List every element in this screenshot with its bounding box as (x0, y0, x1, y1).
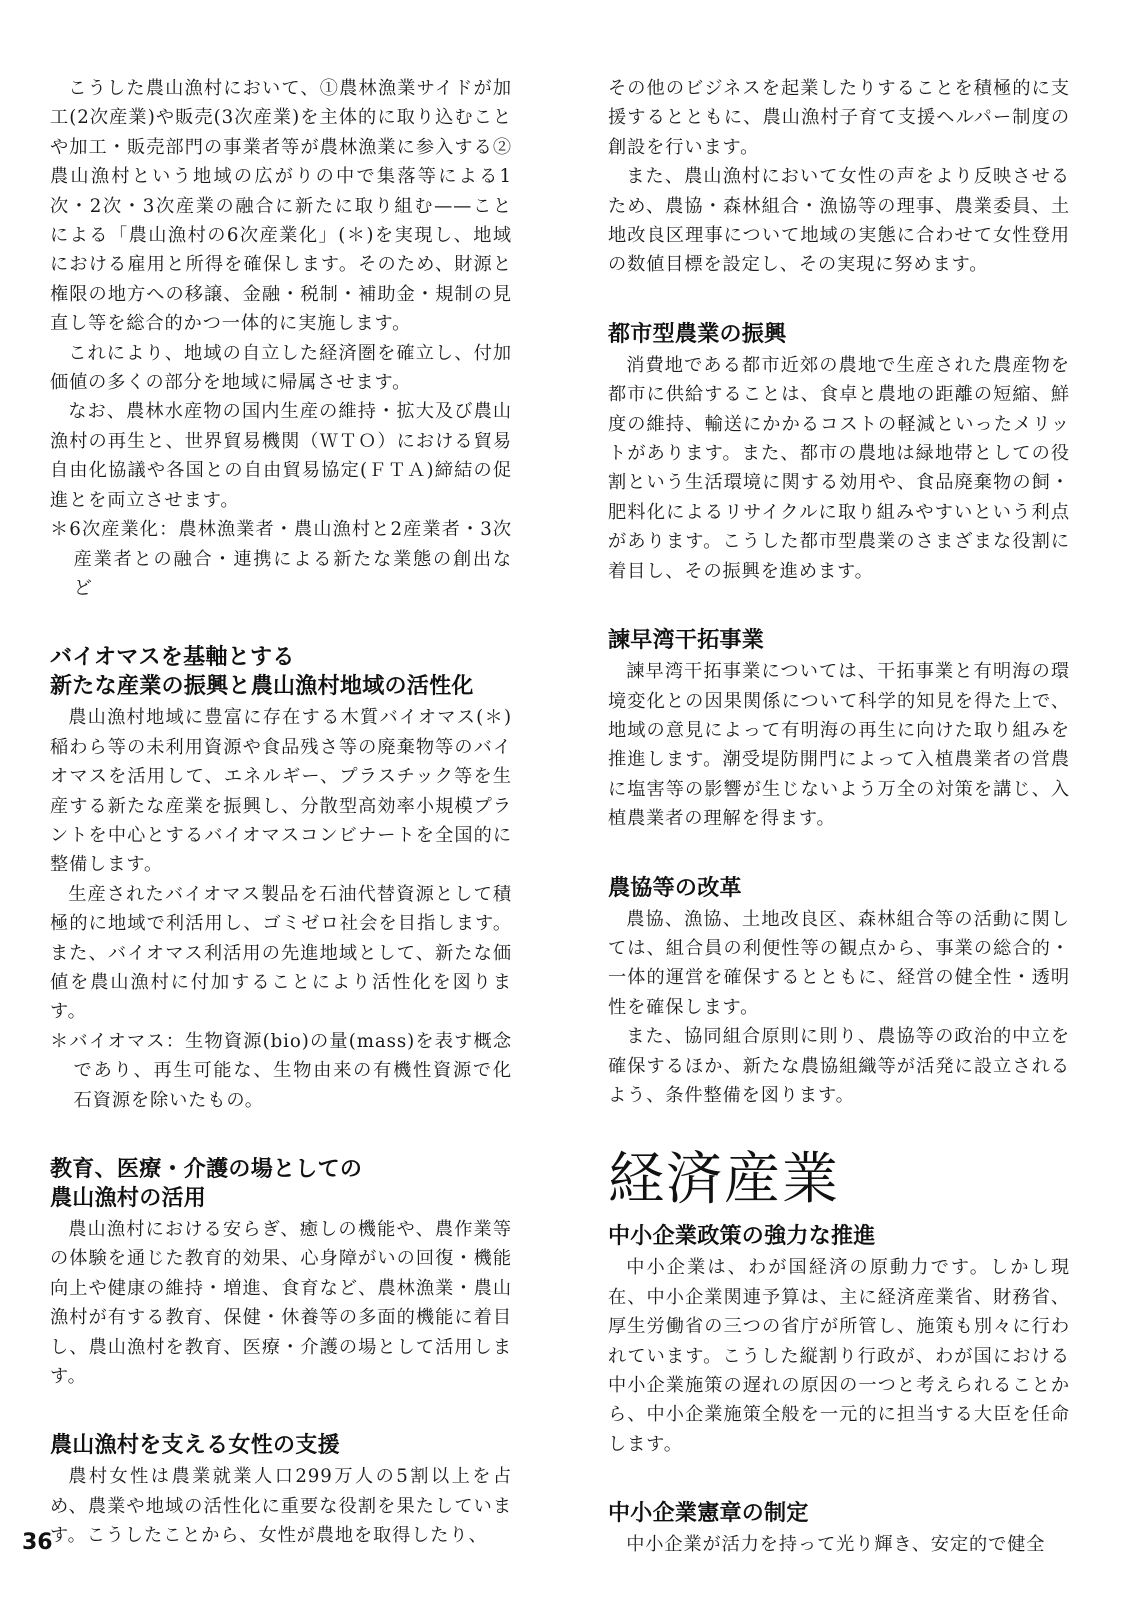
section-urban-agriculture (608, 320, 1070, 586)
section-heading: 農山漁村を支える女性の支援 (50, 1433, 340, 1459)
paragraph: 農山漁村地域に豊富に存在する木質バイオマス(＊)稲わら等の未利用資源や食品残さ等の廃棄物等のバイオマスを活用して、エネルギー、プラスチック等を生産する新たな産業を振興し、分散型高効率小規模プラントを中心とするバイオマスコンビナートを全国的に整備します。 (50, 707, 512, 876)
section-sme-policy (608, 1222, 1070, 1459)
section-heading: 諫早湾干拓事業 (608, 628, 765, 654)
heading-line: 新たな産業の振興と農山漁村地域の活性化 (50, 674, 474, 700)
section-nokyo-reform (608, 874, 1070, 1111)
section-sme-charter (608, 1499, 1070, 1559)
page-number: 36 (22, 1530, 53, 1555)
chapter-title: 経済産業 (608, 1147, 840, 1213)
footnote: ＊6次産業化：農林漁業者・農山漁村と2産業者・3次産業者との融合・連携による新たな業態の創出など (50, 519, 512, 599)
paragraph: これにより、地域の自立した経済圏を確立し、付加価値の多くの部分を地域に帰属させます。 (50, 342, 512, 394)
paragraph: 中小企業は、わが国経済の原動力です。しかし現在、中小企業関連予算は、主に経済産業省、財務省、厚生労働省の三つの省庁が所管し、施策も別々に行われています。こうした縦割り行政が、わが国における中小企業施策の遅れの原因の一つと考えられることから、中小企業施策全般を一元的に担当する大臣を任命します。 (608, 1257, 1070, 1455)
section-heading: 農協等の改革 (608, 875, 742, 901)
paragraph: また、協同組合原則に則り、農協等の政治的中立を確保するほか、新たな農協組織等が活発に設立されるよう、条件整備を図ります。 (608, 1026, 1070, 1106)
section-heading: 都市型農業の振興 (608, 321, 787, 347)
section-biomass (50, 643, 512, 1115)
section-education (50, 1155, 512, 1391)
paragraph: 農協、漁協、土地改良区、森林組合等の活動に関しては、組合員の利便性等の観点から、事業の総合的・一体的運営を確保するとともに、経営の健全性・透明性を確保します。 (608, 908, 1070, 1018)
section-heading (50, 643, 512, 701)
section-isahaya (608, 626, 1070, 833)
paragraph: なお、農林水産物の国内生産の維持・拡大及び農山漁村の再生と、世界貿易機関（ＷＴＯ）における貿易自由化協議や各国との自由貿易協定(ＦＴＡ)締結の促進とを両立させます。 (50, 401, 512, 511)
section-heading: 中小企業憲章の制定 (608, 1501, 809, 1527)
section-heading (50, 1155, 512, 1213)
paragraph: こうした農山漁村において、①農林漁業サイドが加工(2次産業)や販売(3次産業)を主体的に取り込むことや加工・販売部門の事業者等が農林漁業に参入する②農山漁村という地域の広がりの中で集落等による1次・2次・3次産業の融合に新たに取り組む——ことによる「農山漁村の6次産業化」(＊)を実現し、地域における雇用と所得を確保します。そのため、財源と権限の地方への移譲、金融・税制・補助金・規制の見直し等を総合的かつ一体的に実施します。 (50, 78, 512, 335)
heading-line: 農山漁村の活用 (50, 1186, 207, 1211)
paragraph: その他のビジネスを起業したりすることを積極的に支援するとともに、農山漁村子育て支援ヘルパー制度の創設を行います。 (608, 78, 1070, 158)
footnote: ＊バイオマス：生物資源(bio)の量(mass)を表す概念であり、再生可能な、生物由来の有機性資源で化石資源を除いたもの。 (50, 1030, 512, 1111)
paragraph: 諫早湾干拓事業については、干拓事業と有明海の環境変化との因果関係について科学的知見を得た上で、地域の意見によって有明海の再生に向けた取り組みを推進します。潮受堤防開門によって入植農業者の営農に塩害等の影響が生じないよう万全の対策を講じ、入植農業者の理解を得ます。 (608, 661, 1070, 830)
heading-line: バイオマスを基軸とする (50, 645, 295, 671)
paragraph: 生産されたバイオマス製品を石油代替資源として積極的に地域で利活用し、ゴミゼロ社会を目指します。また、バイオマス利活用の先進地域として、新たな価値を農山漁村に付加することにより活性化を図ります。 (50, 883, 512, 1023)
paragraph: 消費地である都市近郊の農地で生産された農産物を都市に供給することは、食卓と農地の距離の短縮、鮮度の維持、輸送にかかるコストの軽減といったメリットがあります。また、都市の農地は緑地帯としての役割という生活環境に関する効用や、食品廃棄物の飼・肥料化によるリサイクルに取り組みやすいという利点があります。こうした都市型農業のさまざまな役割に着目し、その振興を進めます。 (608, 354, 1070, 582)
paragraph: 農村女性は農業就業人口299万人の5割以上を占め、農業や地域の活性化に重要な役割を果たしています。こうしたことから、女性が農地を取得したり、 (50, 1466, 512, 1547)
right-column (608, 74, 1070, 1560)
paragraph: 農山漁村における安らぎ、癒しの機能や、農作業等の体験を通じた教育的効果、心身障がいの回復・機能向上や健康の維持・増進、食育など、農林漁業・農山漁村が有する教育、保健・休養等の多面的機能に着目し、農山漁村を教育、医療・介護の場として活用します。 (50, 1219, 512, 1388)
paragraph: また、農山漁村において女性の声をより反映させるため、農協・森林組合・漁協等の理事、農業委員、土地改良区理事について地域の実態に合わせて女性登用の数値目標を設定し、その実現に努めます。 (608, 166, 1070, 276)
heading-line: 教育、医療・介護の場としての (50, 1157, 363, 1182)
section-women-support (50, 1431, 512, 1550)
paragraph: 中小企業が活力を持って光り輝き、安定的で健全 (626, 1534, 1046, 1556)
left-column (50, 74, 512, 1551)
section-heading: 中小企業政策の強力な推進 (608, 1224, 876, 1250)
